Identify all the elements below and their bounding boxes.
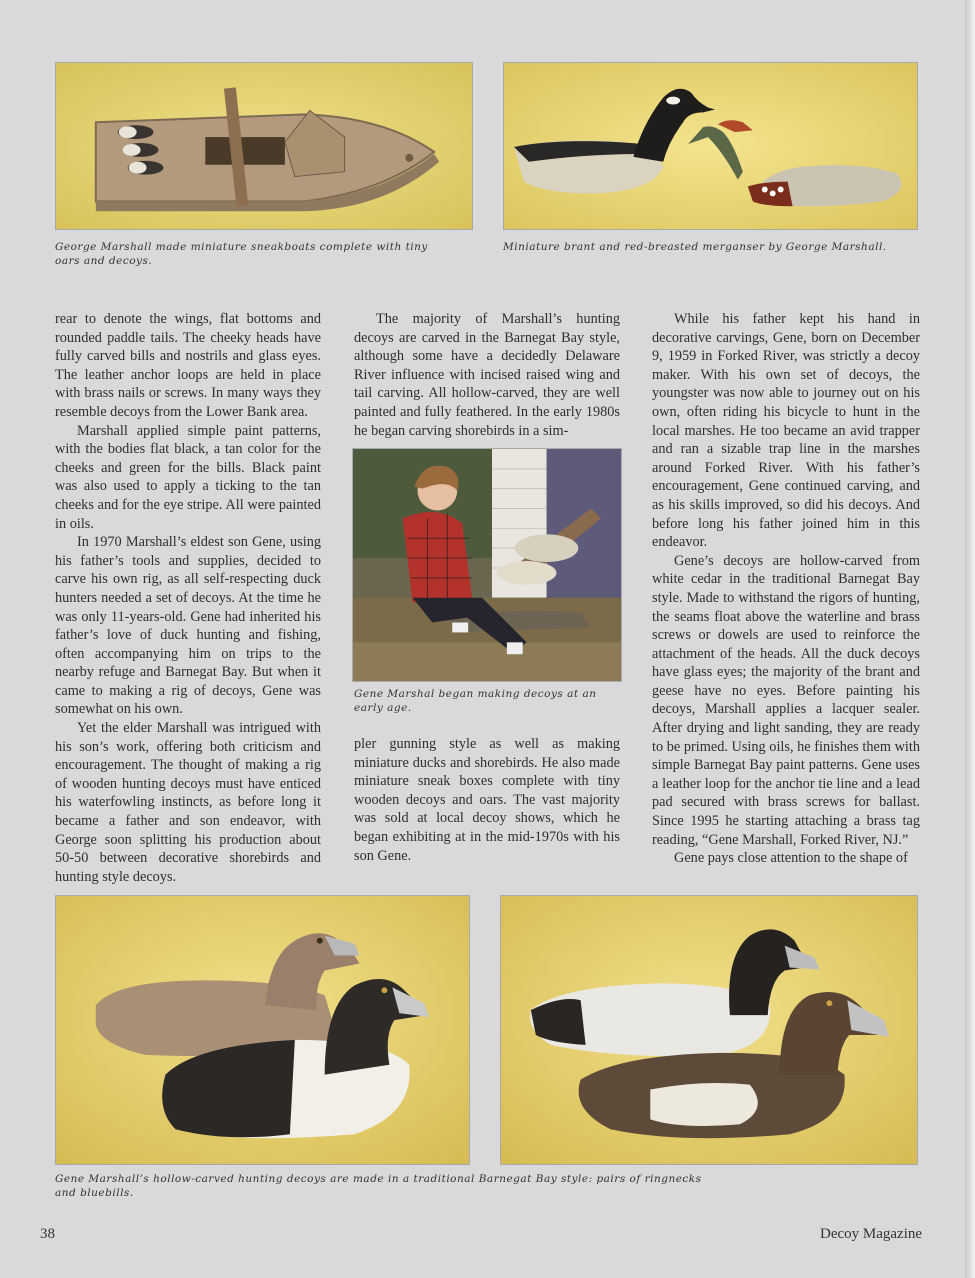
page-edge bbox=[965, 0, 975, 1278]
gene-photo-caption: Gene Marshal began making decoys at an early age. bbox=[354, 688, 597, 714]
brant-caption: Miniature brant and red-breasted merganser by George Marshall. bbox=[503, 241, 887, 253]
magazine-name: Decoy Magazine bbox=[820, 1226, 923, 1242]
article-column-3 bbox=[652, 310, 920, 868]
decoys-caption: Gene Marshall’s hollow-carved hunting decoys are made in a traditional Barnegat Bay style: pairs of ringnecks and bluebills. bbox=[55, 1173, 702, 1199]
article-column-2-bottom bbox=[354, 735, 620, 865]
article-column-2-top bbox=[354, 310, 620, 440]
paragraph: rear to denote the wings, flat bottoms and rounded paddle tails. The cheeky heads have fully carved bills and nostrils and glass eyes. The leather anchor loops are held in place with brass nails or screws. In many ways they resemble decoys from the Lower Bank area. bbox=[55, 311, 321, 420]
paragraph: Gene’s decoys are hollow-carved from white cedar in the traditional Barnegat Bay style. Made to withstand the rigors of hunting, the seams float above the waterline and brass screws or dowels are used to reinforce the attachment of the heads. All the duck decoys have glass eyes; the majority of the brant and geese have no eyes. Before painting his decoys, Marshall applies a lacquer sealer. After drying and light sanding, they are ready to be primed. Using oils, he finishes them with simple Barnegat Bay paint patterns. Gene uses a leather loop for the anchor tie line and a lead pad secured with brass screws for ballast. Since 1995 he starting attaching a brass tag reading, “Gene Marshall, Forked River, NJ.” bbox=[652, 552, 920, 848]
paragraph: Marshall applied simple paint patterns, with the bodies flat black, a tan color for the cheeks and green for the bills. Black paint was also used to apply a ticking to the tan cheeks and for the eye stripe. All were painted in oils. bbox=[55, 422, 321, 532]
paragraph: Yet the elder Marshall was intrigued with his son’s work, offering both criticism and encouragement. The thought of making a rig of wooden hunting decoys must have enticed his waterfowling instincts, as before long it became a father and son endeavor, with George soon splitting his production about 50-50 between decorative shorebirds and hunting style decoys. bbox=[55, 720, 321, 885]
paragraph: pler gunning style as well as making miniature ducks and shorebirds. He also made miniature sneak boxes complete with tiny wooden decoys and oars. The vast majority was sold at local decoy shows, which he began exhibiting at in the mid-1970s with his son Gene. bbox=[354, 736, 620, 864]
gene-marshall-photo bbox=[352, 448, 622, 682]
paragraph: Gene pays close attention to the shape of bbox=[674, 850, 908, 867]
bluebill-decoys-photo bbox=[500, 895, 918, 1165]
sneakboat-photo bbox=[55, 62, 473, 230]
page-number: 38 bbox=[40, 1226, 55, 1242]
paragraph: In 1970 Marshall’s eldest son Gene, using his father’s tools and supplies, decided to carve his own rig, as all self-respecting duck hunters needed a set of decoys. At the time he was only 11-years-old. Gene had inherited his father’s love of duck hunting and fishing, often accompanying him on trips to the nearby refuge and Barnegat Bay. But when it came to making a rig of decoys, Gene was somewhat on his own. bbox=[55, 534, 321, 718]
ringneck-decoys-photo bbox=[55, 895, 470, 1165]
paragraph: While his father kept his hand in decorative carvings, Gene, born on December 9, 1959 in Forked River, was strictly a decoy maker. With his own set of decoys, the youngster was now able to journey out on his own, often riding his bicycle to hunt in the local marshes. He too became an avid trapper and ran a sizable trap line in the marshes around Forked River. With his father’s encouragement, Gene continued carving, and as his skills improved, so did his decoys. And before long his father joined him in this endeavor. bbox=[652, 311, 920, 551]
paragraph: The majority of Marshall’s hunting decoys are carved in the Barnegat Bay style, although some have a decidedly Delaware River influence with incised raised wing and tail carving. All hollow-carved, they are well painted and fully feathered. In the early 1980s he began carving shorebirds in a sim- bbox=[354, 311, 620, 439]
article-column-1 bbox=[55, 310, 321, 886]
brant-merganser-photo bbox=[503, 62, 918, 230]
sneakboat-caption: George Marshall made miniature sneakboats complete with tiny oars and decoys. bbox=[55, 241, 428, 267]
